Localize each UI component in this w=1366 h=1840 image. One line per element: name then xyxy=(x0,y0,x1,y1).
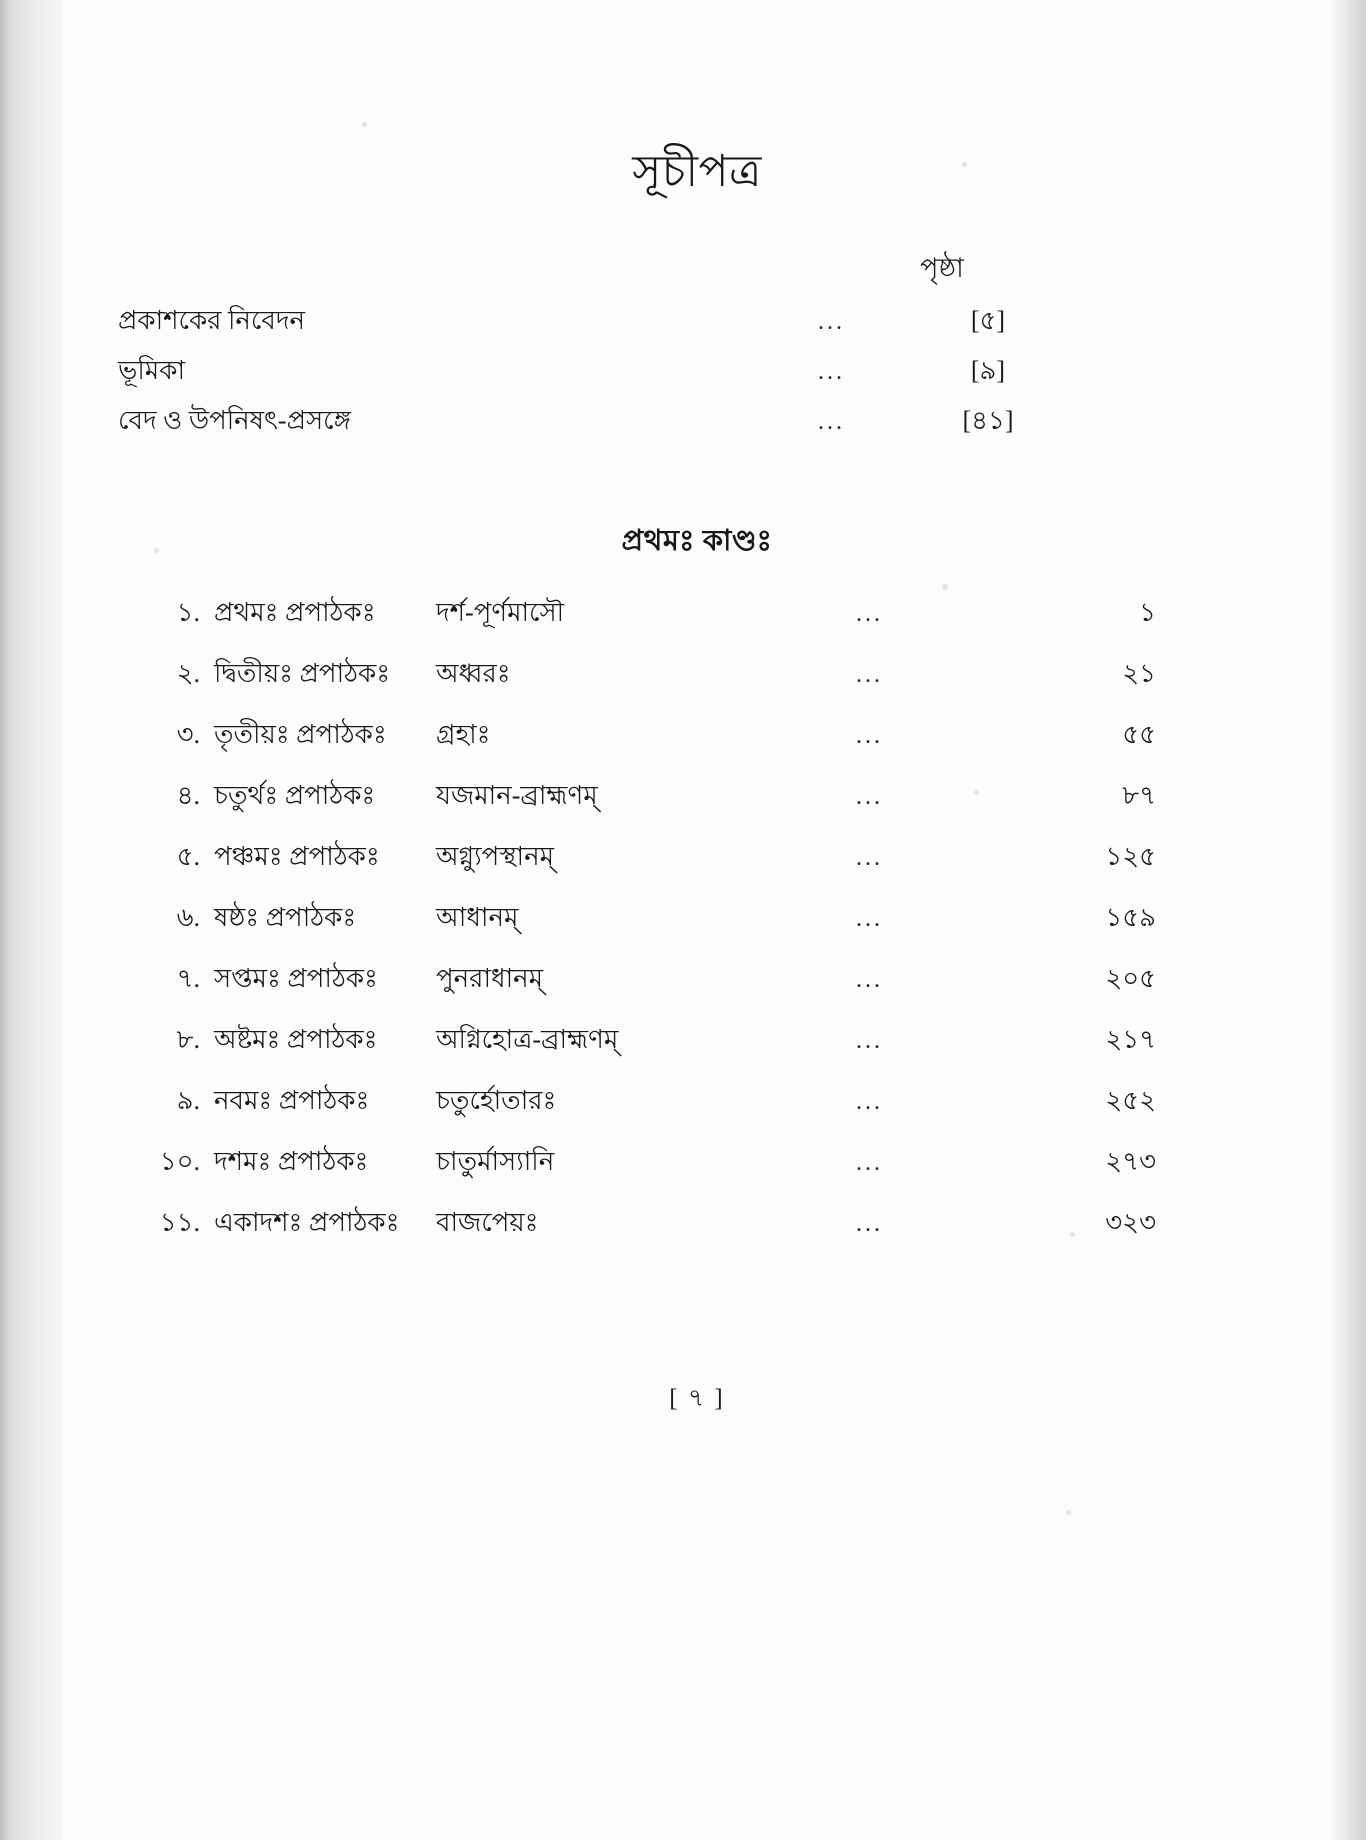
table-row xyxy=(118,1141,1278,1202)
section-heading: প্রথমঃ কাণ্ডঃ xyxy=(621,525,773,557)
entry-chapter: সপ্তমঃ প্রপাঠকঃ xyxy=(214,964,378,993)
leader-dots: ... xyxy=(818,309,845,335)
entry-chapter: চতুর্থঃ প্রপাঠকঃ xyxy=(214,781,376,810)
entry-page: ৮৭ xyxy=(1122,781,1156,810)
leader-dots: ... xyxy=(856,1089,883,1115)
front-matter-label: প্রকাশকের নিবেদন xyxy=(118,306,306,335)
entry-number: ১. xyxy=(176,598,200,627)
leader-dots: ... xyxy=(818,359,845,385)
table-row xyxy=(118,1080,1278,1141)
entry-number: ১১. xyxy=(159,1208,200,1237)
table-row xyxy=(118,775,1278,836)
entry-title: অগ্নিহোত্র-ব্রাহ্মণম্ xyxy=(436,1025,619,1054)
entry-title: চাতুর্মাস্যানি xyxy=(436,1147,555,1176)
entry-chapter: তৃতীয়ঃ প্রপাঠকঃ xyxy=(214,720,387,749)
entry-chapter: ষষ্ঠঃ প্রপাঠকঃ xyxy=(214,903,357,932)
front-matter-page: [৫] xyxy=(970,306,1006,335)
leader-dots: ... xyxy=(818,409,845,435)
entry-title: দর্শ-পূর্ণমাসৌ xyxy=(436,598,565,627)
entry-chapter: দ্বিতীয়ঃ প্রপাঠকঃ xyxy=(214,659,391,688)
entry-number: ৩. xyxy=(176,720,200,749)
entry-chapter: প্রথমঃ প্রপাঠকঃ xyxy=(214,598,376,627)
entry-chapter: নবমঃ প্রপাঠকঃ xyxy=(214,1086,370,1115)
leader-dots: ... xyxy=(856,1028,883,1054)
entry-number: ১০. xyxy=(159,1147,200,1176)
left-page-edge xyxy=(0,0,10,1840)
entry-number: ৯. xyxy=(176,1086,200,1115)
entry-number: ৬. xyxy=(176,903,200,932)
front-matter-label: বেদ ও উপনিষৎ-প্রসঙ্গে xyxy=(118,406,351,435)
entry-chapter: দশমঃ প্রপাঠকঃ xyxy=(214,1147,369,1176)
table-of-contents xyxy=(118,592,1278,1263)
list-item xyxy=(118,300,1278,350)
entry-number: ৮. xyxy=(176,1025,200,1054)
table-row xyxy=(118,836,1278,897)
leader-dots: ... xyxy=(856,723,883,749)
leader-dots: ... xyxy=(856,784,883,810)
folio-number: [ ৭ ] xyxy=(669,1385,725,1412)
entry-title: গ্রহাঃ xyxy=(436,720,491,749)
table-row xyxy=(118,1019,1278,1080)
entry-title: অগ্ন্যুপস্থানম্ xyxy=(436,842,555,871)
leader-dots: ... xyxy=(856,662,883,688)
right-page-edge xyxy=(1332,0,1366,1840)
entry-page: ২৭৩ xyxy=(1105,1147,1156,1176)
front-matter-list xyxy=(118,300,1278,450)
table-row xyxy=(118,958,1278,1019)
entry-page: ২৫২ xyxy=(1105,1086,1156,1115)
entry-number: ৭. xyxy=(176,964,200,993)
leader-dots: ... xyxy=(856,967,883,993)
entry-number: ২. xyxy=(176,659,200,688)
table-row xyxy=(118,1202,1278,1263)
leader-dots: ... xyxy=(856,1211,883,1237)
entry-page: ২০৫ xyxy=(1105,964,1156,993)
page-surface xyxy=(62,0,1332,1840)
entry-page: ৫৫ xyxy=(1122,720,1156,749)
front-matter-page: [৪১] xyxy=(962,406,1014,435)
entry-title: পুনরাধানম্ xyxy=(436,964,544,993)
front-matter-page: [৯] xyxy=(970,356,1006,385)
entry-page: ১২৫ xyxy=(1105,842,1156,871)
leader-dots: ... xyxy=(856,845,883,871)
entry-title: চতুর্হোতারঃ xyxy=(436,1086,557,1115)
entry-chapter: অষ্টমঃ প্রপাঠকঃ xyxy=(214,1025,378,1054)
entry-page: ১ xyxy=(1139,598,1156,627)
entry-number: ৫. xyxy=(176,842,200,871)
page-content xyxy=(62,0,1332,1840)
list-item xyxy=(118,350,1278,400)
entry-chapter: একাদশঃ প্রপাঠকঃ xyxy=(214,1208,400,1237)
list-item xyxy=(118,400,1278,450)
leader-dots: ... xyxy=(856,1150,883,1176)
page-column-header: পৃষ্ঠা xyxy=(920,253,964,283)
entry-chapter: পঞ্চমঃ প্রপাঠকঃ xyxy=(214,842,380,871)
table-row xyxy=(118,714,1278,775)
entry-page: ২১৭ xyxy=(1105,1025,1156,1054)
table-row xyxy=(118,653,1278,714)
entry-page: ২১ xyxy=(1122,659,1156,688)
page-title: সূচীপত্র xyxy=(632,147,762,196)
entry-page: ৩২৩ xyxy=(1105,1208,1156,1237)
entry-number: ৪. xyxy=(176,781,200,810)
entry-title: যজমান-ব্রাহ্মণম্ xyxy=(436,781,598,810)
leader-dots: ... xyxy=(856,601,883,627)
entry-title: আধানম্ xyxy=(436,903,519,932)
leader-dots: ... xyxy=(856,906,883,932)
table-row xyxy=(118,897,1278,958)
entry-title: বাজপেয়ঃ xyxy=(436,1208,539,1237)
entry-title: অধ্বরঃ xyxy=(436,659,511,688)
table-row xyxy=(118,592,1278,653)
entry-page: ১৫৯ xyxy=(1105,903,1156,932)
front-matter-label: ভূমিকা xyxy=(118,356,185,385)
